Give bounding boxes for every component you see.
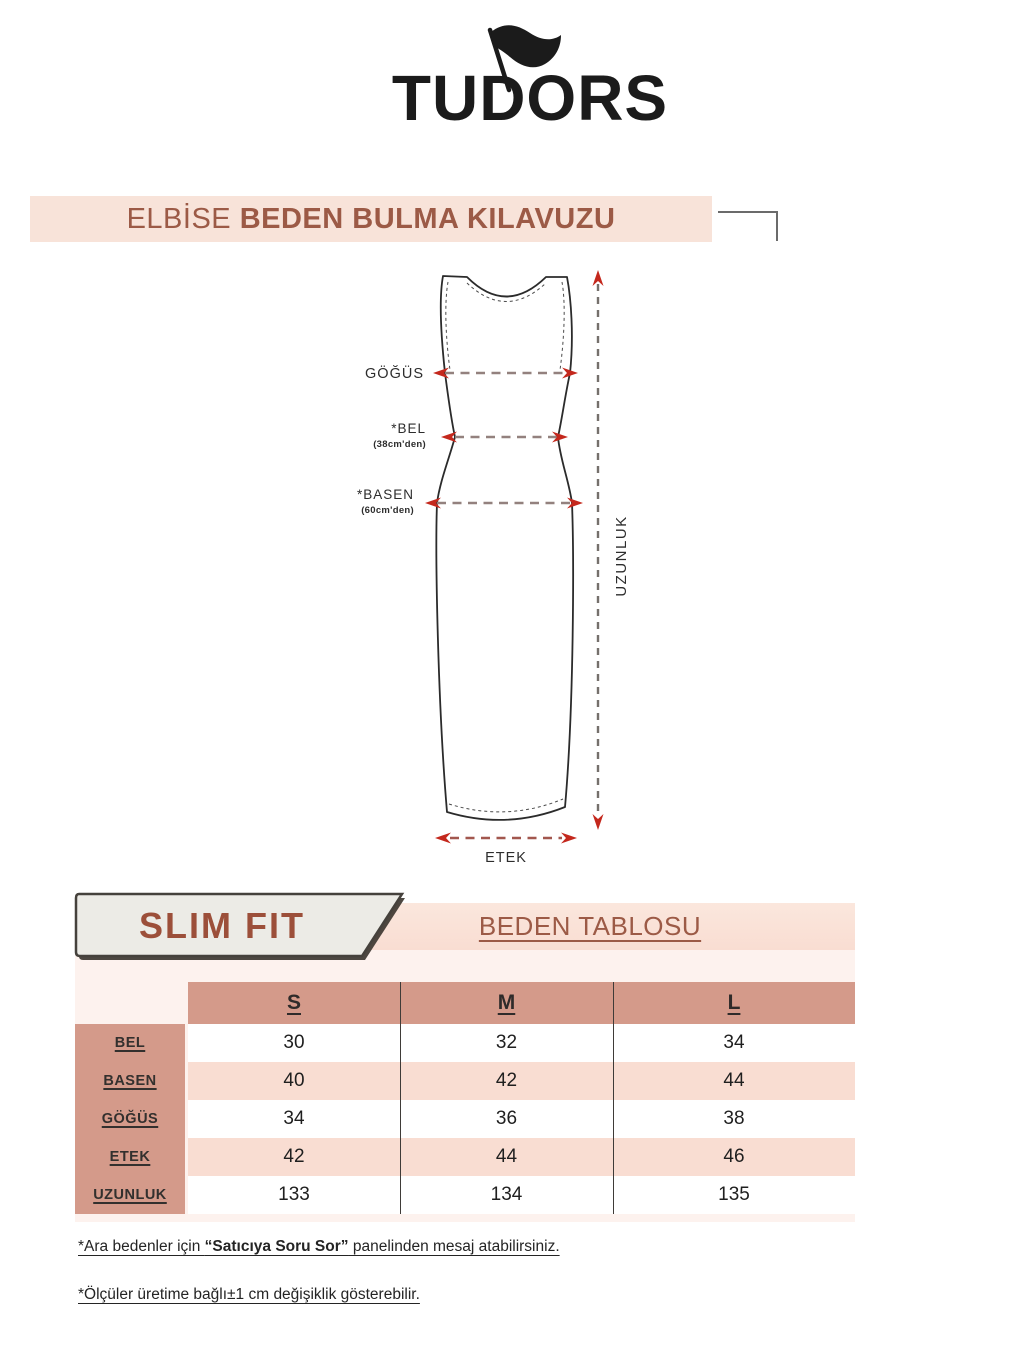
dress-measurement-diagram [350, 256, 680, 886]
cell-uzunluk-m: 134 [490, 1184, 523, 1205]
chest-label: GÖĞÜS [365, 366, 424, 382]
hem-measure-line [435, 833, 577, 844]
footnote-tolerance [78, 1286, 420, 1304]
hem-label: ETEK [485, 850, 527, 866]
waist-note: (38cm'den) [373, 439, 426, 450]
arrow-left-icon [435, 833, 451, 844]
footnote-text: panelinden mesaj atabilirsiniz. [348, 1238, 560, 1255]
arrow-up-icon [593, 270, 604, 286]
cell-uzunluk-s: 133 [278, 1184, 310, 1205]
cell-gogus-s: 34 [283, 1108, 305, 1129]
row-label-gogus: GÖĞÜS [101, 1111, 159, 1127]
cell-bel-m: 32 [495, 1032, 518, 1053]
cell-basen-m: 42 [495, 1070, 518, 1091]
cell-etek-m: 44 [495, 1146, 518, 1167]
corner-bracket-decoration [718, 211, 778, 241]
row-label-basen: BASEN [103, 1073, 157, 1089]
arrow-down-icon [593, 814, 604, 830]
banner-title-bold: BEDEN BULMA KILAVUZU [239, 202, 616, 235]
table-header-row [188, 982, 855, 1024]
hip-label: *BASEN [356, 487, 414, 502]
title-banner [30, 196, 712, 242]
table-row [188, 1024, 855, 1062]
row-label-etek: ETEK [109, 1149, 151, 1165]
cell-bel-l: 34 [723, 1032, 745, 1053]
cell-etek-s: 42 [283, 1146, 305, 1167]
arrow-right-icon [561, 833, 577, 844]
cell-gogus-m: 36 [495, 1108, 518, 1129]
table-row [188, 1100, 855, 1138]
cell-bel-s: 30 [283, 1032, 305, 1053]
column-header-m: M [497, 991, 516, 1014]
footnote-bold-text: “Satıcıya Soru Sor” [204, 1238, 349, 1255]
table-row [188, 1062, 855, 1100]
length-measure-line [593, 270, 604, 830]
table-row [188, 1138, 855, 1176]
dress-outline [436, 276, 573, 820]
column-divider [400, 982, 402, 1214]
cell-uzunluk-l: 135 [718, 1184, 750, 1205]
length-label: UZUNLUK [613, 515, 630, 597]
footnote-text: *Ara bedenler için [78, 1238, 205, 1255]
row-label-column [75, 1024, 185, 1214]
row-label-uzunluk: UZUNLUK [93, 1187, 167, 1203]
hip-note: (60cm'den) [361, 505, 414, 516]
cell-gogus-l: 38 [723, 1108, 745, 1129]
column-header-l: L [727, 991, 741, 1014]
table-title: BEDEN TABLOSU [478, 911, 702, 941]
table-row [188, 1176, 855, 1214]
banner-title-light: ELBİSE [126, 202, 240, 235]
fit-badge-label: SLIM FIT [139, 905, 305, 946]
footnote-text: *Ölçüler üretime bağlı±1 cm değişiklik gösterebilir. [78, 1286, 420, 1303]
column-divider [613, 982, 615, 1214]
brand-logo [370, 20, 690, 135]
waist-label: *BEL [391, 421, 426, 436]
cell-basen-l: 44 [723, 1070, 745, 1091]
brand-wordmark: TUDORS [391, 62, 669, 134]
row-label-bel: BEL [114, 1035, 146, 1051]
fit-badge [72, 890, 412, 964]
cell-etek-l: 46 [723, 1146, 745, 1167]
column-header-s: S [286, 991, 301, 1014]
footnote-intermediate-sizes [78, 1238, 560, 1256]
cell-basen-s: 40 [283, 1070, 305, 1091]
